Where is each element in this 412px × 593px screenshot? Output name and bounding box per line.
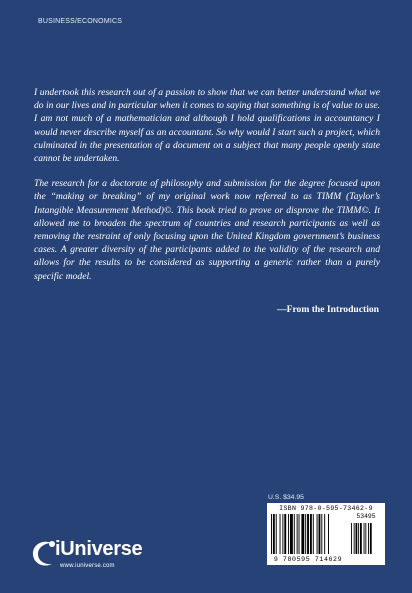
publisher-url: www.iuniverse.com <box>60 563 115 569</box>
ean-digits: 9 780595 714629 <box>273 556 343 563</box>
publisher-logo <box>30 537 170 577</box>
price-label: U.S. $34.95 <box>268 494 304 501</box>
blurb-paragraph-1: I undertook this research out of a passion to show that we can better understand what we do in our lives and in particular when it comes to saying that something is of value to use. I am not much of a mathematician and although I hold qualifications in accountancy I would never describe myself as an accountant. So why would I start such a project, which culminated in the presentation of a document on a subject that many people openly state cannot be undertaken. <box>34 87 380 165</box>
blurb-paragraph-2: The research for a doctorate of philosophy and submission for the degree focused upon the “making or breaking” of my original work now referred to as TIMM (Taylor’s Intangible Measurement Method)©. This book tried to prove or disprove the TIMM©. It allowed me to broaden the spectrum of countries and research participants as well as removing the restraint of only focusing upon the United Kingdom government’s business cases. A greater diversity of the participants added to the validity of the research and allows for the results to be considered as supporting a generic rather than a purely specific model. <box>34 178 380 282</box>
category-label: BUSINESS/ECONOMICS <box>38 18 123 25</box>
isbn-barcode <box>267 503 385 565</box>
isbn-text: ISBN 978-0-595-73462-9 <box>279 505 373 512</box>
publisher-name: iUniverse <box>55 538 143 560</box>
back-cover-blurb <box>34 86 380 295</box>
addon-digits: 53495 <box>356 513 376 520</box>
blurb-attribution: —From the Introduction <box>277 304 379 315</box>
barcode-bars <box>271 514 383 556</box>
